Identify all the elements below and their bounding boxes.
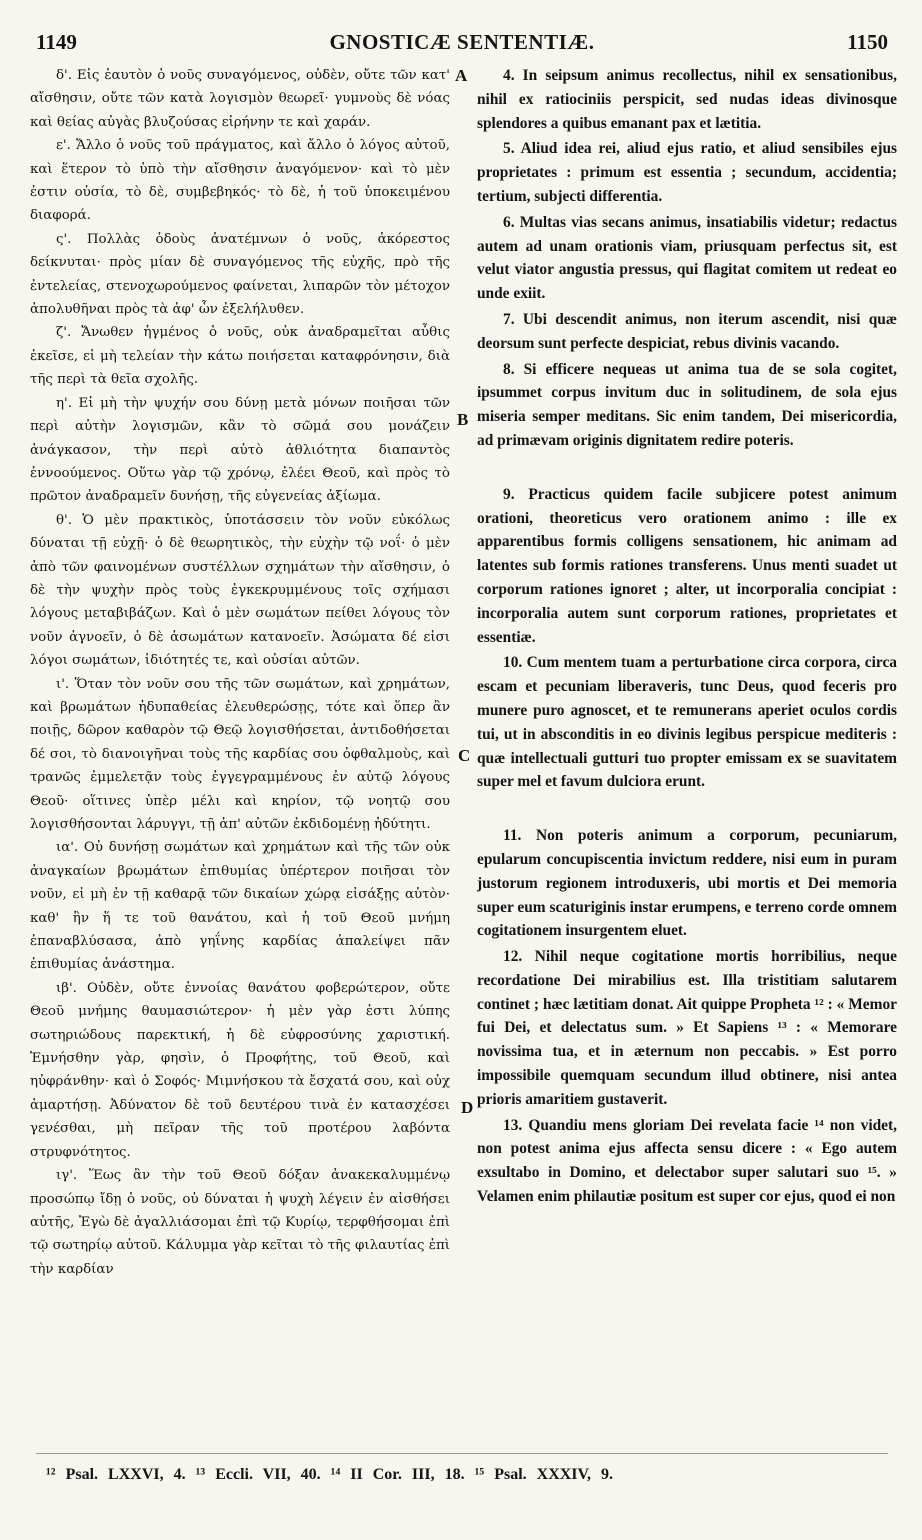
greek-column: [30, 64, 450, 1444]
greek-paragraph: ιβ'. Οὐδὲν, οὔτε ἐννοίας θανάτου φοβερώτερον, οὔτε Θεοῦ μνήμης θαυμασιώτερον· ἡ μὲν γὰρ ἐστι λύπης σωτηριώδους παρεκτική, ἡ δὲ εὐφροσύνης χαριστική. Ἐμνήσθην γὰρ, φησὶν, ὁ Προφήτης, τοῦ Θεοῦ, καὶ ηὐφράνθην· καὶ ὁ Σοφός· Μιμνήσκου τὰ ἔσχατά σου, καὶ οὐχ ἁμαρτήσῃ. Ἀδύνατον δὲ τοῦ δευτέρου τινὰ ἐν κατασχέσει γενέσθαι, μὴ πεῖραν τῆς τοῦ προτέρου λαβόντα στρυφνότητος.: [30, 980, 450, 1160]
latin-paragraph: 8. Si efficere nequeas ut anima tua de se sola cogitet, ipsummet corpus invitum duc in solitudinem, de sola ejus miseria semper meditans. Sic enim tandem, Dei misericordia, ad primævam originis dignitatem redire poteris.: [477, 360, 897, 449]
latin-paragraph: 11. Non poteris animum a corporum, pecuniarum, epularum concupiscentia invictum reddere, nisi eum in puram justorum regionem introduxeris, ubi mortis et Dei memoria super eum scaturiginis instar erumpens, e terreno corde omnem cogitationem insurgentem eluet.: [477, 827, 897, 940]
latin-paragraph: 5. Aliud idea rei, aliud ejus ratio, et aliud sensibiles ejus proprietates : primum est essentia ; secundum, accidentia; tertium, subjecti differentia.: [477, 140, 897, 205]
page-header: [36, 30, 888, 60]
margin-marker-a: A: [455, 66, 468, 85]
greek-paragraph: δ'. Εἰς ἑαυτὸν ὁ νοῦς συναγόμενος, οὐδὲν, οὔτε τῶν κατ' αἴσθησιν, οὔτε τῶν κατὰ λογισμὸν θεωρεῖ· γυμνοὺς δὲ νόας καὶ θείας αὐγὰς βλυζούσας εἰρήνην τε καὶ χαράν.: [30, 68, 450, 130]
greek-paragraph: ς'. Πολλὰς ὁδοὺς ἀνατέμνων ὁ νοῦς, ἀκόρεστος δείκνυται· πρὸς μίαν δὲ συναγόμενος τῆς εὐχῆς, πρὸ τῆς ἐντελείας, στενοχωρούμενος φαίνεται, λιπαρῶν τὸν μέτοχον ἀπολυθῆναι πρὸς τὰ ἀφ' ὧν ἐξελήλυθεν.: [30, 231, 450, 318]
latin-paragraph: 6. Multas vias secans animus, insatiabilis videtur; redactus autem ad unam orationis viam, priusquam perfectus sit, est velut viator angustia pressus, qui flagitat comitem ut redeat eo unde exiit.: [477, 213, 897, 303]
latin-paragraph: 9. Practicus quidem facile subjicere potest animum orationi, theoreticus vero orationem animo : ille ex apparentibus formis colligens sensationem, hic animam ad latentes sub formis rationes transferens. Unus menti suadet ut corporum rationes ignoret ; alter, ut incorporalia concipiat : incorporalia autem sunt corporum rationes, proprietates et essentiæ.: [477, 485, 897, 646]
footnotes: ¹² Psal. LXXVI, 4. ¹³ Eccli. VII, 40. ¹⁴ II Cor. III, 18. ¹⁵ Psal. XXXIV, 9.: [46, 1466, 614, 1483]
greek-paragraph: ι'. Ὅταν τὸν νοῦν σου τῆς τῶν σωμάτων, καὶ χρημάτων, καὶ βρωμάτων ἡδυπαθείας ἐλευθερώσῃς, τότε καὶ ὅπερ ἂν ποιῇς, δῶρον καθαρὸν τῷ Θεῷ λογισθήσεται, ἀντιδοθήσεται δέ σοι, τὸ διανοιγῆναι τοὺς τῆς καρδίας σου ὀφθαλμοὺς, καὶ τρανῶς ἐμμελετᾷν τοὺς ἐγγεγραμμένους ἐν αὐτῷ λόγους Θεοῦ· οἵτινες ὑπὲρ μέλι καὶ κηρίον, τῷ νοητῷ σου λογισθήσονται λάρυγγι, τῇ ἀπ' αὐτῶν ἐκδιδομένῃ ἡδύτητι.: [30, 676, 450, 832]
paragraph-gap: [477, 455, 897, 483]
greek-paragraph: ια'. Οὐ δυνήσῃ σωμάτων καὶ χρημάτων καὶ τῆς τῶν οὐκ ἀναγκαίων βρωμάτων ἐπιθυμίας ὑπέρτερον ποιῆσαι τὸν νοῦν, εἰ μὴ ἐν τῇ καθαρᾷ τῶν δικαίων χώρᾳ εἰσάξῃς αὐτὸν· καθ' ἣν ἥ τε τοῦ θανάτου, καὶ ἡ τοῦ Θεοῦ μνήμη ἐπαναβλύσασα, ἀπὸ γηΐνης καρδίας ἀπαλείψει πᾶν ἐπιθυμίας ἀνάστημα.: [30, 840, 450, 973]
latin-paragraph: 13. Quandiu mens gloriam Dei revelata facie ¹⁴ non videt, non potest anima ejus affecta sensu dicere : « Ego autem exsultabo in Domino, et delectabor super salutari suo ¹⁵. » Velamen enim philautiæ positum est super cor ejus, quod ei non: [477, 1116, 897, 1206]
latin-paragraph: 12. Nihil neque cogitatione mortis horribilius, neque recordatione Dei mirabilius est. Illa tristitiam salutarem continet ; hæc lætitiam donat. Ait quippe Propheta ¹² : « Memor fui Dei, et delectatus sum. » Et Sapiens ¹³ : « Memorare novissima tua, et in æternum non peccabis. » Est porro impossibile quemquam secundum illud obtinere, nisi antea prioris amaritiem gustaverit.: [477, 948, 897, 1108]
running-title: GNOSTICÆ SENTENTIÆ.: [329, 30, 595, 54]
greek-paragraph: ιγ'. Ἕως ἂν τὴν τοῦ Θεοῦ δόξαν ἀνακεκαλυμμένῳ προσώπῳ ἴδῃ ὁ νοῦς, οὐ δύναται ἡ ψυχὴ λέγειν ἐν αἰσθήσει αὐτῆς, Ἐγὼ δὲ ἀγαλλιάσομαι ἐπὶ τῷ Κυρίῳ, τερφθήσομαι ἐπὶ τῷ σωτηρίῳ αὐτοῦ. Κάλυμμα γὰρ κεῖται τὸ τῆς φιλαυτίας ἐπὶ τὴν καρδίαν: [30, 1168, 450, 1277]
greek-paragraph: ε'. Ἄλλο ὁ νοῦς τοῦ πράγματος, καὶ ἄλλο ὁ λόγος αὐτοῦ, καὶ ἕτερον τὸ ὑπὸ τὴν αἴσθησιν ἀναγόμενον· καὶ τὸ μὲν ἐστιν οὐσία, τὸ δὲ, συμβεβηκός· τὸ δὲ, ἡ τοῦ ὑποκειμένου διαφορά.: [30, 138, 450, 224]
page-number-right: 1150: [847, 30, 888, 54]
greek-paragraph: θ'. Ὁ μὲν πρακτικὸς, ὑποτάσσειν τὸν νοῦν εὐκόλως δύναται τῇ εὐχῇ· ὁ δὲ θεωρητικὸς, τὴν εὐχὴν τῷ νοΐ· ὁ μὲν ἀπὸ τῶν φαινομένων συστέλλων σχημάτων τὴν αἴσθησιν, ὁ δὲ τὴν ψυχὴν πρὸς τοὺς ἐγκεκρυμμένους τοῖς σχήμασι λόγους μεταβιβάζων. Καὶ ὁ μὲν σωμάτων πείθει λόγους τὸν νοῦν ἀγνοεῖν, ὁ δὲ ἀσωμάτων κατανοεῖν. Ἀσώματα δέ εἰσι λόγοι σωμάτων, ἰδιότητές τε, καὶ οὐσίαι αὐτῶν.: [30, 512, 450, 669]
latin-paragraph: 4. In seipsum animus recollectus, nihil ex sensationibus, nihil ex ratiociniis perspicit, sed nudas ideas divinosque splendores a quibus emanant pax et lætitia.: [477, 67, 897, 132]
margin-marker-c: C: [458, 746, 471, 765]
greek-paragraph: ζ'. Ἄνωθεν ἡγμένος ὁ νοῦς, οὐκ ἀναδραμεῖται αὖθις ἐκεῖσε, εἰ μὴ τελείαν τὴν κάτω ποιήσεται καταφρόνησιν, διὰ τῆς περὶ τὰ θεῖα σχολῆς.: [30, 325, 450, 388]
page-number-left: 1149: [36, 30, 77, 54]
margin-marker-d: D: [461, 1098, 474, 1117]
latin-paragraph: 10. Cum mentem tuam a perturbatione circa corpora, circa escam et pecuniam liberaveris, tunc Deus, quod feceris pro munere puro agnoscet, et te remunerans aperiet oculos cordis tui, ut in absconditis in eo divinis legibus perspicue mediteris : quæ intellectuali gutturi tuo propter emissam ex se suavitatem super mel et favum dulciora erunt.: [477, 654, 897, 791]
footnote-divider: [36, 1453, 888, 1454]
margin-marker-b: B: [457, 410, 469, 429]
paragraph-gap: [477, 796, 897, 824]
latin-column: [477, 64, 897, 1444]
latin-paragraph: 7. Ubi descendit animus, non iterum ascendit, nisi quæ deorsum sunt perfecte despiciat, rebus divinis vacando.: [477, 310, 897, 352]
greek-paragraph: η'. Εἰ μὴ τὴν ψυχήν σου δύνῃ μετὰ μόνων ποιῆσαι τῶν περὶ αὐτὴν λογισμῶν, κἂν τὸ σῶμά σου μονάζειν ἀνάγκασον, τὴν περὶ αὐτὸ ἀθλιότητα διαπαντὸς ἐννοούμενος. Οὕτω γὰρ τῷ χρόνῳ, ἐλέει Θεοῦ, καὶ πρὸς τὸ πρῶτον ἀναδραμεῖν δυνήσῃ, τῆς εὐγενείας ἀξίωμα.: [30, 395, 450, 505]
